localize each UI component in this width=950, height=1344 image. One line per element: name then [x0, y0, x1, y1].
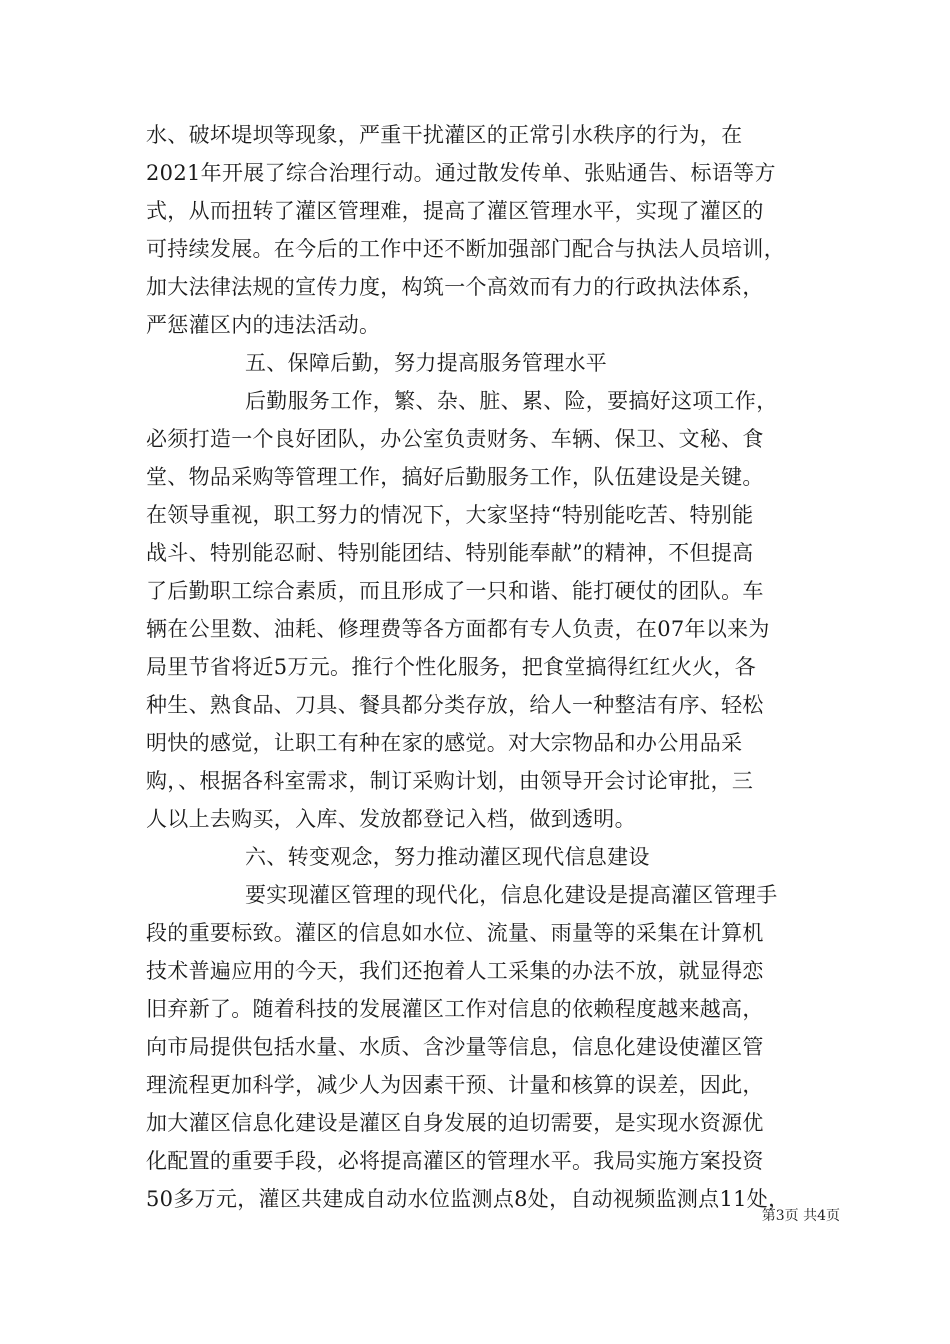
- body-line: 必须打造一个良好团队，办公室负责财务、车辆、保卫、文秘、食: [146, 427, 764, 451]
- body-line: 化配置的重要手段，必将提高灌区的管理水平。我局实施方案投资: [146, 1149, 764, 1173]
- body-line: 后勤服务工作，繁、杂、脏、累、险，要搞好这项工作，: [245, 389, 778, 413]
- body-line: 要实现灌区管理的现代化，信息化建设是提高灌区管理手: [245, 883, 778, 907]
- body-line: 理流程更加科学，减少人为因素干预、计量和核算的误差，因此，: [146, 1073, 764, 1097]
- body-line: 严惩灌区内的违法活动。: [146, 313, 381, 337]
- body-line: 2021年开展了综合治理行动。通过散发传单、张贴通告、标语等方: [146, 161, 776, 185]
- body-line: 明快的感觉，让职工有种在家的感觉。对大宗物品和办公用品采: [146, 731, 743, 755]
- body-line: 旧弃新了。随着科技的发展灌区工作对信息的依赖程度越来越高，: [146, 997, 764, 1021]
- body-line: 战斗、特别能忍耐、特别能团结、特别能奉献”的精神，不但提高: [146, 541, 754, 565]
- body-line: 向市局提供包括水量、水质、含沙量等信息，信息化建设使灌区管: [146, 1035, 764, 1059]
- body-line: 种生、熟食品、刀具、餐具都分类存放，给人一种整洁有序、轻松: [146, 693, 764, 717]
- body-line: 加大灌区信息化建设是灌区自身发展的迫切需要，是实现水资源优: [146, 1111, 764, 1135]
- body-line: 堂、物品采购等管理工作，搞好后勤服务工作，队伍建设是关键。: [146, 465, 764, 489]
- body-line: 人以上去购买，入库、发放都登记入档，做到透明。: [146, 807, 636, 831]
- body-line: 加大法律法规的宣传力度，构筑一个高效而有力的行政执法体系，: [146, 275, 764, 299]
- body-line: 在领导重视，职工努力的情况下，大家坚持“特别能吃苦、特别能: [146, 503, 754, 527]
- section-heading: 六、转变观念，努力推动灌区现代信息建设: [245, 845, 650, 869]
- body-line: 购，、根据各科室需求，制订采购计划，由领导开会讨论审批，三: [146, 769, 754, 793]
- body-line: 段的重要标致。灌区的信息如水位、流量、雨量等的采集在计算机: [146, 921, 764, 945]
- body-line: 式，从而扭转了灌区管理难，提高了灌区管理水平，实现了灌区的: [146, 199, 764, 223]
- body-line: 可持续发展。在今后的工作中还不断加强部门配合与执法人员培训，: [146, 237, 785, 261]
- body-line: 水、破坏堤坝等现象，严重干扰灌区的正常引水秩序的行为，在: [146, 123, 743, 147]
- body-line: 辆在公里数、油耗、修理费等各方面都有专人负责，在07年以来为: [146, 617, 770, 641]
- section-heading: 五、保障后勤，努力提高服务管理水平: [245, 351, 608, 375]
- body-line: 50多万元，灌区共建成自动水位监测点8处，自动视频监测点11处，: [146, 1187, 790, 1211]
- body-line: 局里节省将近5万元。推行个性化服务，把食堂搞得红红火火，各: [146, 655, 757, 679]
- body-line: 技术普遍应用的今天，我们还抱着人工采集的办法不放，就显得恋: [146, 959, 764, 983]
- page-number-footer: 第3页 共4页: [761, 1208, 840, 1224]
- body-line: 了后勤职工综合素质，而且形成了一只和谐、能打硬仗的团队。车: [146, 579, 764, 603]
